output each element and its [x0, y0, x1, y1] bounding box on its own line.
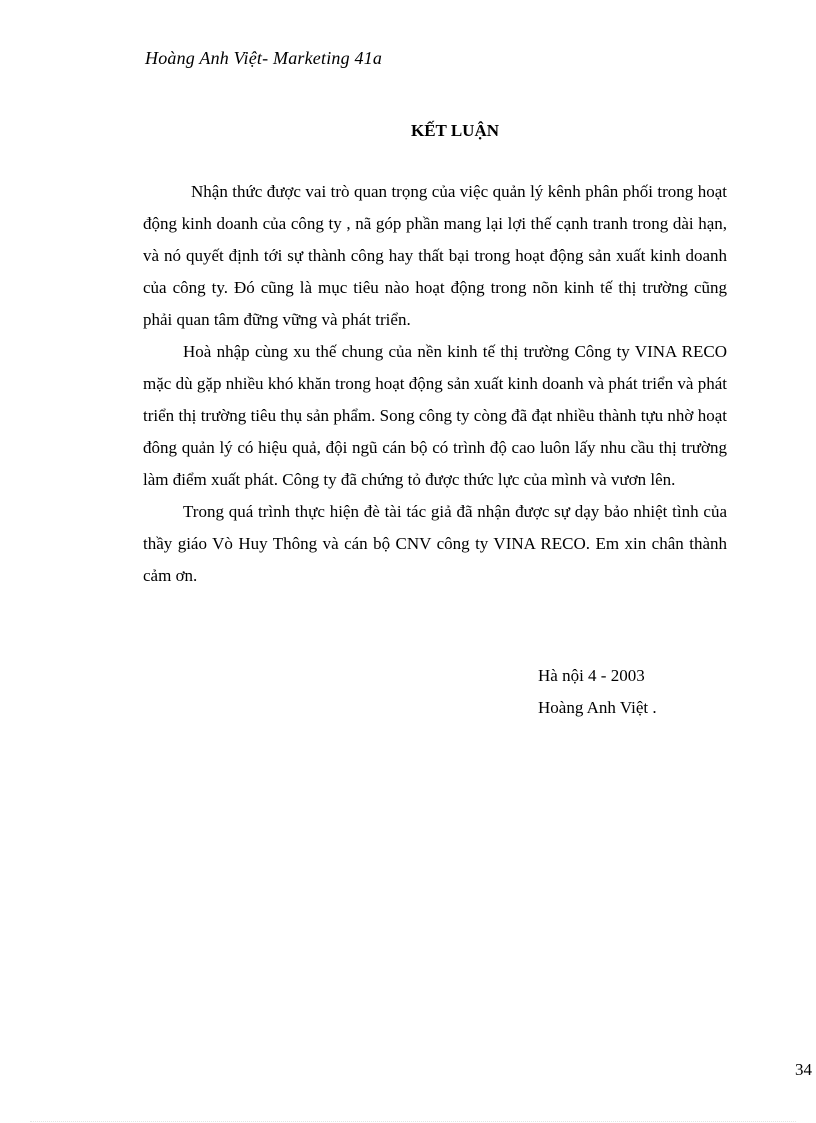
signoff-place-date: Hà nội 4 - 2003	[538, 666, 645, 685]
running-header: Hoàng Anh Việt- Marketing 41a	[145, 48, 383, 68]
signoff-author: Hoàng Anh Việt .	[538, 698, 657, 717]
signoff-block	[538, 660, 657, 724]
body-text	[143, 176, 727, 592]
page-number: 34	[795, 1060, 812, 1079]
paragraph-3: Trong quá trình thực hiện đè tài tác giả đã nhận được sự dạy bảo nhiệt tình của thầy giáo Vò Huy Thông và cán bộ CNV công ty VINA RECO. Em xin chân thành cảm ơn.	[143, 502, 727, 585]
section-title: KẾT LUẬN	[410, 121, 499, 140]
paragraph-2: Hoà nhập cùng xu thế chung của nền kinh tế thị trường Công ty VINA RECO mặc dù gặp nhiều khó khăn trong hoạt động sản xuất kinh doanh và phát triển và phát triển thị trường tiêu thụ sản phẩm. Song công ty còng đã đạt nhiều thành tựu nhờ hoạt đông quản lý có hiệu quả, đội ngũ cán bộ có trình độ cao luôn lấy nhu cầu thị trường làm điểm xuất phát. Công ty đã chứng tỏ được thức lực của mình và vươn lên.	[143, 342, 727, 489]
paragraph-1: Nhận thức được vai trò quan trọng của việc quản lý kênh phân phối trong hoạt động kinh doanh của công ty , nã góp phần mang lại lợi thế cạnh tranh trong dài hạn, và nó quyết định tới sự thành công hay thất bại trong hoạt động sản xuất kinh doanh của công ty. Đó cũng là mục tiêu nào hoạt động trong nõn kinh tế thị trường cũng phải quan tâm đững vững và phát triển.	[143, 182, 727, 329]
page-bottom-divider	[30, 1121, 796, 1122]
